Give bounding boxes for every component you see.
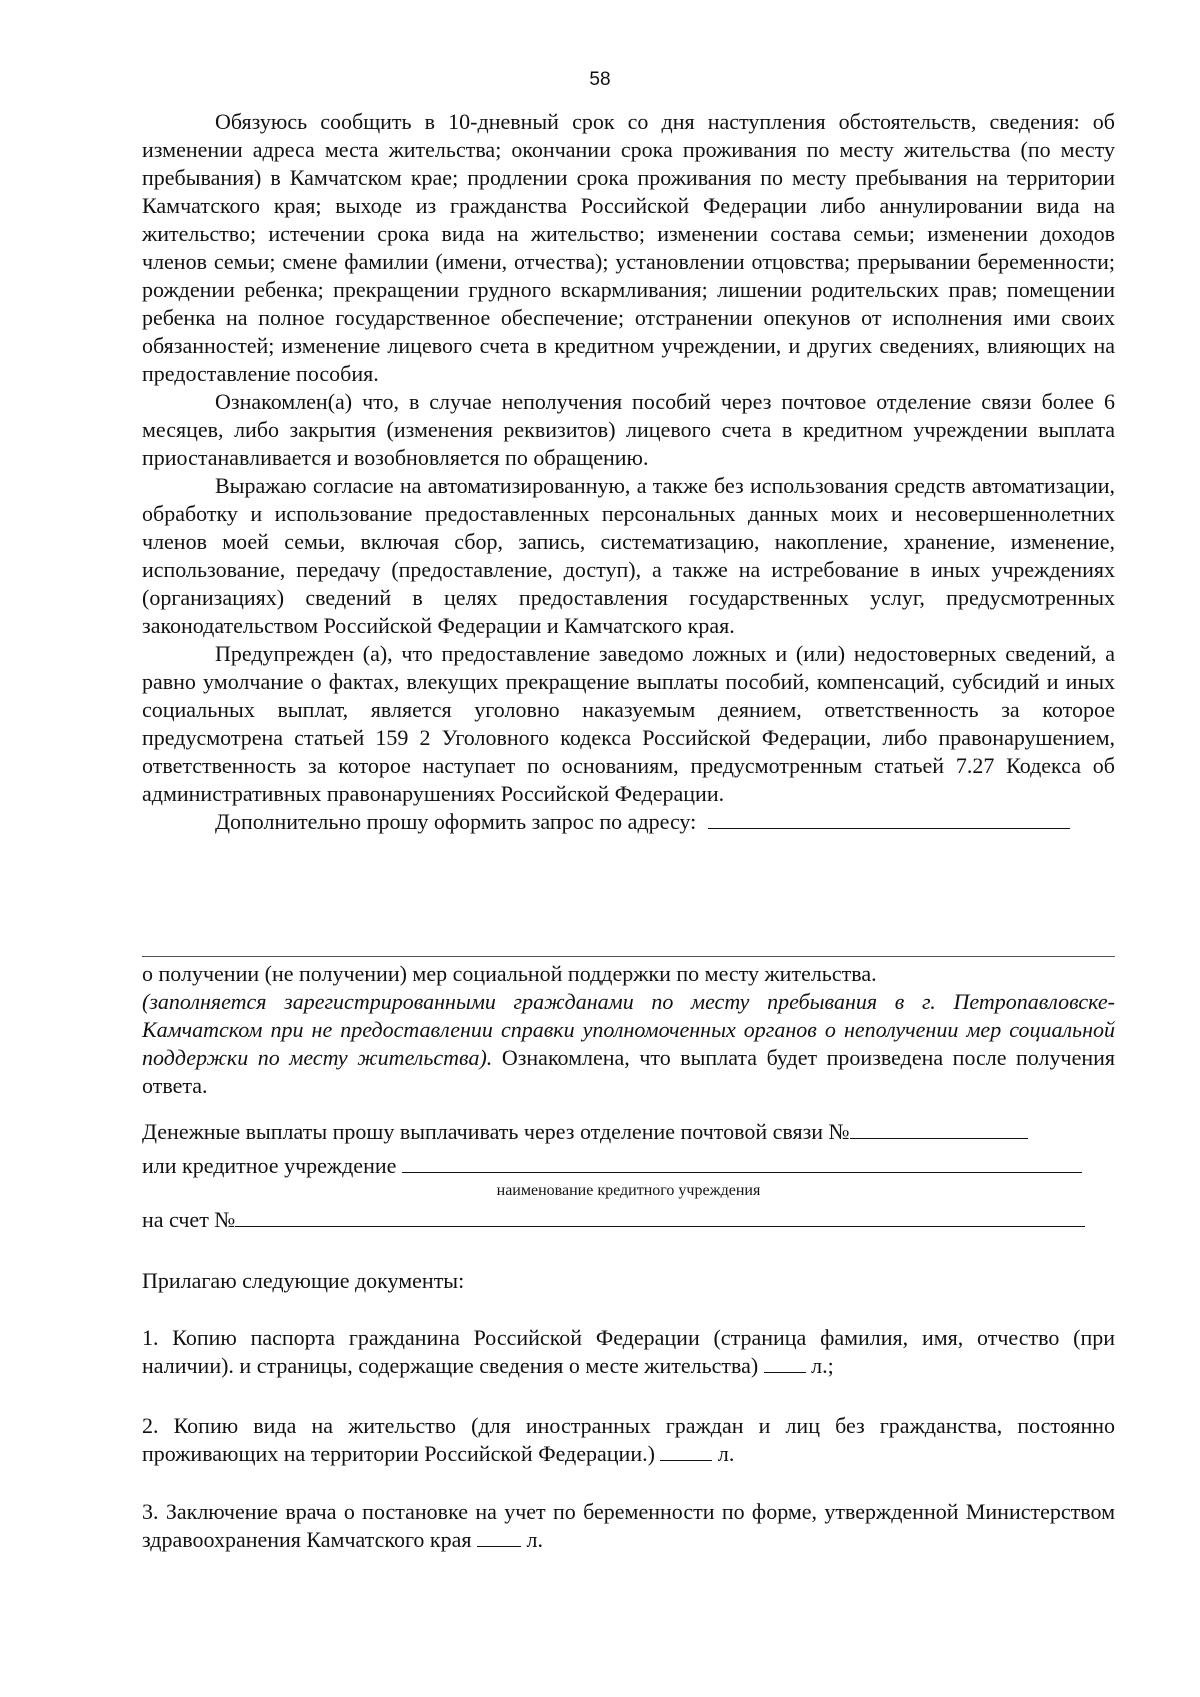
account-label: на счет № [142,1207,236,1232]
page-number: 58 [589,69,611,90]
attachment-item-3-text [142,1498,1115,1554]
payment-line-post [142,1118,1115,1146]
request-fill-note: (заполняется зарегистрированными гражданами по месту пребывания в г. Петропавловске-Камчатском при не предоставлении справки уполномоченных органов о неполучении мер социальной поддержки по месту жительства). [142,989,1115,1070]
payment-post-label: Денежные выплаты прошу выплачивать через отделение почтовой связи № [142,1119,850,1144]
attachment-2-pages-field[interactable] [660,1442,712,1461]
attachment-3-pages-field[interactable] [477,1528,521,1547]
attachment-item-2-suffix: л. [717,1441,735,1466]
attachment-item-3-suffix: л. [526,1527,543,1552]
attachment-item-3-label: 3. Заключение врача о постановке на учет по беременности по форме, утвержденной Министерством здравоохранения Камчатского края [142,1499,1115,1552]
payment-line-account [142,1206,1115,1234]
paragraph-warning: Предупрежден (а), что предоставление заведомо ложных и (или) недостоверных сведений, а равно умолчание о фактах, влекущих прекращение выплаты пособий, компенсаций, субсидий и иных социальных выплат, является уголовно наказуемым деянием, ответственность за которое предусмотрена статьей 159 2 Уголовного кодекса Российской Федерации, либо правонарушением, ответственность за которое наступает по основаниям, предусмотренным статьей 7.27 Кодекса об административных правонарушениях Российской Федерации. [142,641,1115,806]
request-note-block [142,960,1115,1100]
attachment-item-1-text [142,1324,1115,1380]
declarations-block [142,108,1115,836]
request-address-field[interactable] [708,810,1070,829]
attachment-item-2 [142,1412,1115,1468]
attachment-item-3 [142,1498,1115,1554]
paragraph-acknowledgement: Ознакомлен(а) что, в случае неполучения пособий через почтовое отделение связи более 6 месяцев, либо закрытия (изменения реквизитов) лицевого счета в кредитном учреждении выплата приостанавливается и возобновляется по обращению. [142,389,1115,470]
attachments-heading: Прилагаю следующие документы: [142,1268,465,1293]
request-purpose-text: о получении (не получении) мер социальной поддержки по месту жительства. [142,961,877,986]
attachment-1-pages-field[interactable] [764,1354,806,1373]
attachment-item-1-label: 1. Копию паспорта гражданина Российской Федерации (страница фамилия, имя, отчество (при наличии). и страницы, содержащие сведения о месте жительства) [142,1325,1115,1378]
paragraph-request-note [142,960,1115,1100]
paragraph-request-address [142,808,1115,836]
attachment-item-2-text [142,1412,1115,1468]
attachment-item-2-label: 2. Копию вида на жительство (для иностранных граждан и лиц без гражданства, постоянно проживающих на территории Российской Федерации.) [142,1413,1115,1466]
payment-bank-label: или кредитное учреждение [142,1153,397,1178]
post-office-number-field[interactable] [850,1120,1028,1139]
request-response-note: Ознакомлена, что выплата будет произведена после получения ответа. [142,1045,1115,1098]
paragraph-obligation: Обязуюсь сообщить в 10-дневный срок со дня наступления обстоятельств, сведения: об изменении адреса места жительства; окончании срока проживания по месту жительства (по месту пребывания) в Камчатском крае; продлении срока проживания по месту пребывания на территории Камчатского края; выходе из гражданства Российской Федерации либо аннулировании вида на жительство; истечении срока вида на жительство; изменении состава семьи; изменении доходов членов семьи; смене фамилии (имени, отчества); установлении отцовства; прерывании беременности; рождении ребенка; прекращении грудного вскармливания; лишении родительских прав; помещении ребенка на полное государственное обеспечение; отстранении опекунов от исполнения ими своих обязанностей; изменение лицевого счета в кредитном учреждении, и других сведениях, влияющих на предоставление пособия. [142,109,1115,386]
request-address-label: Дополнительно прошу оформить запрос по адресу: [215,809,697,834]
payment-line-bank [142,1152,1115,1180]
attachment-item-1-suffix: л.; [811,1353,834,1378]
address-continuation-line[interactable] [142,956,1115,957]
account-number-field[interactable] [235,1208,1085,1227]
paragraph-consent: Выражаю согласие на автоматизированную, а также без использования средств автоматизации, обработку и использование предоставленных персональных данных моих и несовершеннолетних членов моей семьи, включая сбор, запись, систематизацию, накопление, хранение, изменение, использование, передачу (предоставление, доступ), а также на истребование в иных учреждениях (организациях) сведений в целях предоставления государственных услуг, предусмотренных законодательством Российской Федерации и Камчатского края. [142,473,1115,638]
credit-institution-caption: наименование кредитного учреждения [496,1182,761,1199]
attachment-item-1 [142,1324,1115,1380]
credit-institution-field[interactable] [402,1154,1082,1173]
